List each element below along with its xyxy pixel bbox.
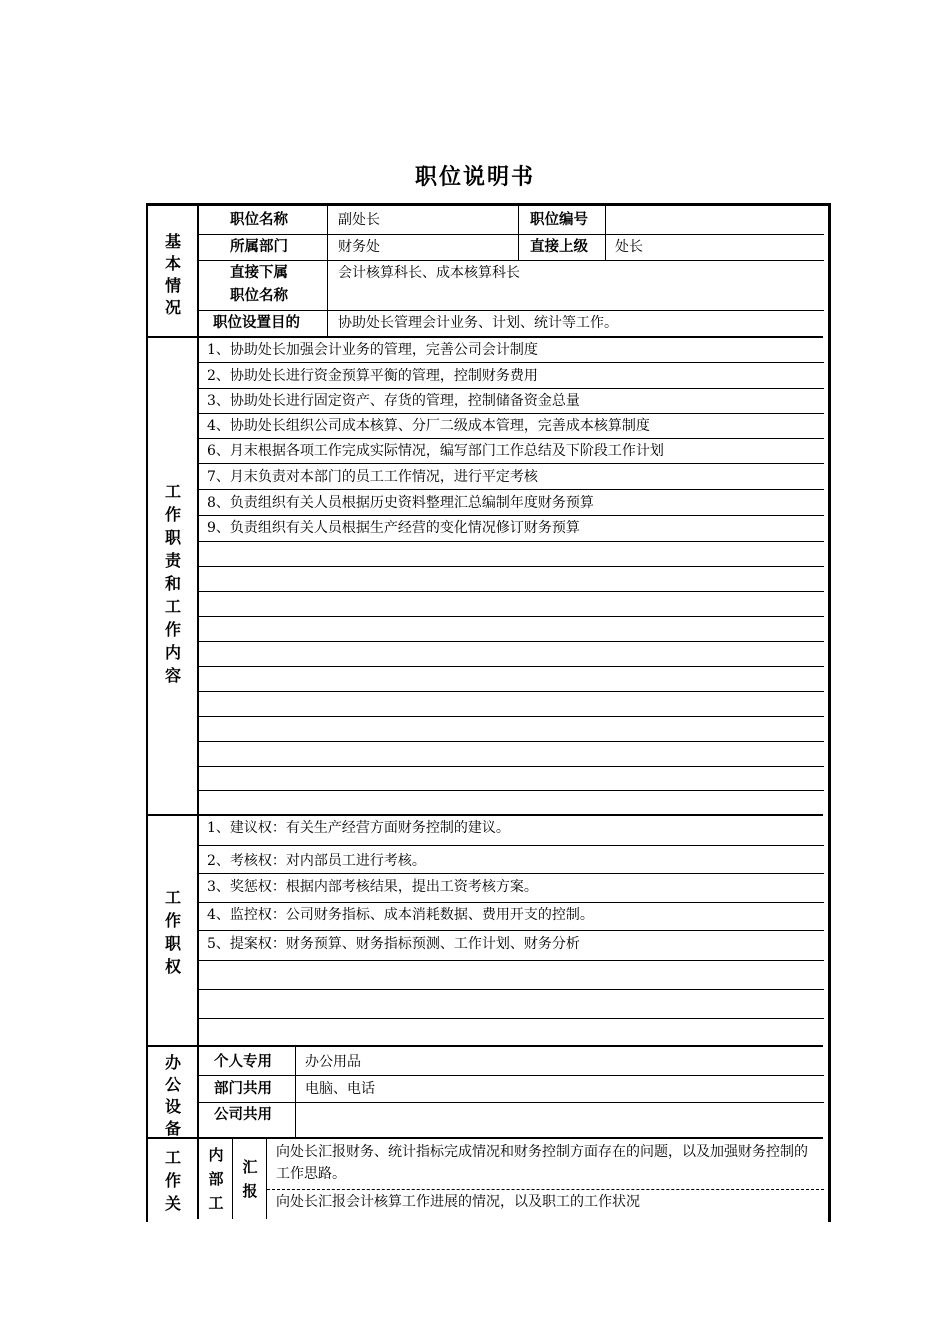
row-divider (198, 260, 824, 261)
row-divider (198, 413, 824, 414)
department-label: 所属部门 (230, 239, 288, 255)
authority-item: 5、提案权：财务预算、财务指标预测、工作计划、财务分析 (207, 936, 580, 952)
personal-equipment-label: 个人专用 (214, 1054, 272, 1070)
report-label: 汇报 (242, 1158, 258, 1200)
section-divider (148, 1137, 823, 1139)
section-label-relations: 工作关 (164, 1148, 181, 1213)
duty-item: 1、协助处长加强会计业务的管理，完善公司会计制度 (207, 342, 538, 358)
row-divider (198, 741, 824, 742)
row-divider (198, 388, 824, 389)
position-name-value: 副处长 (338, 212, 380, 228)
duty-item: 8、负责组织有关人员根据历史资料整理汇总编制年度财务预算 (207, 495, 594, 511)
row-divider (198, 641, 824, 642)
row-divider (198, 790, 824, 791)
purpose-label: 职位设置目的 (213, 315, 300, 331)
row-divider (198, 616, 824, 617)
row-divider (198, 666, 824, 667)
row-divider (198, 960, 824, 961)
duty-item: 4、协助处长组织公司成本核算、分厂二级成本管理，完善成本核算制度 (207, 418, 650, 434)
section-column-divider (197, 205, 199, 1219)
personal-equipment-value: 办公用品 (305, 1054, 361, 1070)
row-divider (198, 1102, 824, 1103)
subordinates-label-2: 职位名称 (230, 288, 288, 304)
report-item: 向处长汇报会计核算工作进展的情况，以及职工的工作状况 (276, 1194, 640, 1210)
row-divider (198, 691, 824, 692)
col-divider (605, 205, 606, 260)
section-label-equipment: 办公设备 (164, 1053, 181, 1138)
authority-item: 1、建议权：有关生产经营方面财务控制的建议。 (207, 820, 510, 836)
row-divider (198, 873, 824, 874)
row-divider (198, 1075, 824, 1076)
row-divider (198, 902, 824, 903)
row-divider (198, 489, 824, 490)
dept-equipment-label: 部门共用 (214, 1081, 272, 1097)
department-value: 财务处 (338, 239, 380, 255)
col-divider (266, 1139, 267, 1219)
report-item: 向处长汇报财务、统计指标完成情况和财务控制方面存在的问题，以及加强财务控制的工作思路。 (276, 1144, 808, 1182)
col-divider (327, 205, 328, 337)
duty-item: 2、协助处长进行资金预算平衡的管理，控制财务费用 (207, 368, 538, 384)
row-divider (198, 766, 824, 767)
section-label-basic: 基本情况 (164, 232, 181, 317)
row-divider (198, 515, 824, 516)
authority-item: 3、奖惩权：根据内部考核结果，提出工资考核方案。 (207, 879, 538, 895)
supervisor-label: 直接上级 (530, 239, 588, 255)
section-label-duties: 工作职责和工作内容 (164, 482, 181, 685)
row-divider (198, 989, 824, 990)
page-title: 职位说明书 (414, 165, 535, 190)
row-divider (198, 1018, 824, 1019)
col-divider (295, 1047, 296, 1138)
section-divider (148, 814, 823, 816)
position-no-label: 职位编号 (530, 212, 588, 228)
row-divider (198, 234, 824, 235)
row-divider (198, 541, 824, 542)
dashed-row-divider (267, 1189, 824, 1190)
col-divider (232, 1139, 233, 1219)
row-divider (198, 310, 824, 311)
purpose-value: 协助处长管理会计业务、计划、统计等工作。 (338, 315, 618, 331)
row-divider (198, 716, 824, 717)
duty-item: 9、负责组织有关人员根据生产经营的变化情况修订财务预算 (207, 520, 580, 536)
col-divider (518, 205, 519, 260)
row-divider (198, 930, 824, 931)
duty-item: 6、月末根据各项工作完成实际情况，编写部门工作总结及下阶段工作计划 (207, 443, 664, 459)
row-divider (198, 463, 824, 464)
subordinates-label: 直接下属 (230, 265, 288, 281)
row-divider (198, 845, 824, 846)
row-divider (198, 362, 824, 363)
row-divider (198, 438, 824, 439)
row-divider (198, 566, 824, 567)
dept-equipment-value: 电脑、电话 (305, 1081, 375, 1097)
company-equipment-label: 公司共用 (214, 1107, 272, 1123)
section-label-authority: 工作职权 (164, 888, 181, 976)
subordinates-value: 会计核算科长、成本核算科长 (338, 265, 520, 281)
position-name-label: 职位名称 (230, 212, 288, 228)
internal-relations-label: 内部工 (208, 1146, 224, 1212)
duty-item: 7、月末负责对本部门的员工工作情况，进行平定考核 (207, 469, 538, 485)
duty-item: 3、协助处长进行固定资产、存货的管理，控制储备资金总量 (207, 393, 580, 409)
section-divider (148, 336, 823, 338)
supervisor-value: 处长 (615, 239, 643, 255)
authority-item: 4、监控权：公司财务指标、成本消耗数据、费用开支的控制。 (207, 907, 594, 923)
section-divider (148, 1045, 823, 1047)
authority-item: 2、考核权：对内部员工进行考核。 (207, 853, 426, 869)
row-divider (198, 591, 824, 592)
